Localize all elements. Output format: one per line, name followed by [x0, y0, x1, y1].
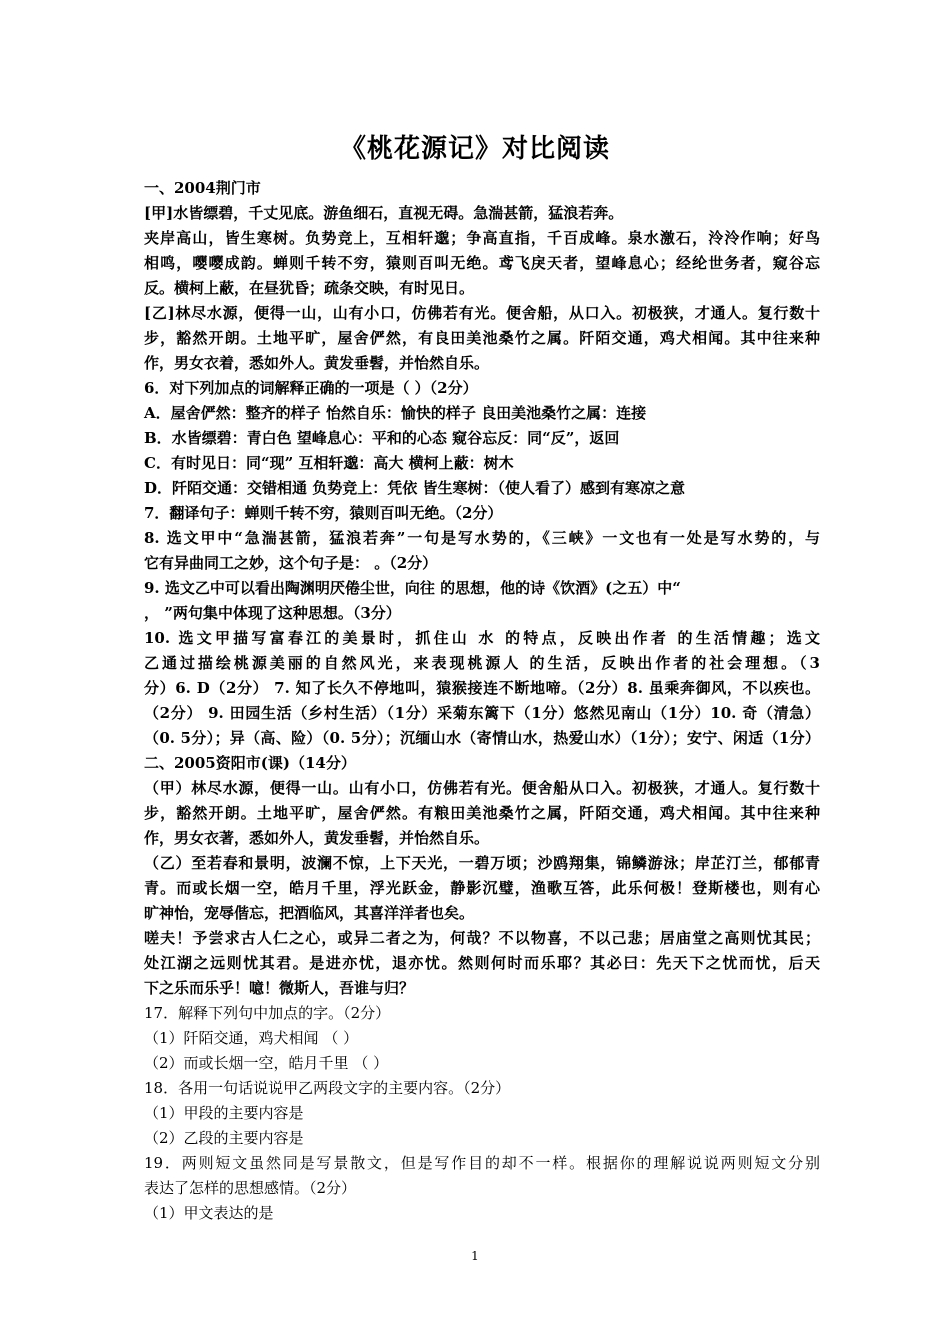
document-body [144, 176, 820, 1226]
text-line: 17．解释下列句中加点的字。（2分） [144, 1004, 391, 1022]
text-line: ， ”两句集中体现了这种思想。（3分） [144, 604, 401, 622]
text-line: 夹岸高山，皆生寒树。负势竞上，互相轩邈；争高直指，千百成峰。泉水激石，泠泠作响；好鸟 [144, 229, 820, 247]
page-title: 《桃花源记》对比阅读 [339, 134, 610, 164]
text-line: （甲）林尽水源，便得一山。山有小口，仿佛若有光。便舍船从口入。初极狭，才通人。复行数十 [144, 779, 820, 797]
text-line: （乙）至若春和景明，波澜不惊，上下天光，一碧万顷；沙鸥翔集，锦鳞游泳；岸芷汀兰，郁郁青 [144, 854, 820, 872]
text-line: 作，男女衣着，悉如外人。黄发垂髫，并怡然自乐。 [144, 354, 490, 372]
text-line: （2）而或长烟一空，皓月千里 （ ） [144, 1054, 389, 1072]
text-line: 7．翻译句子：蝉则千转不穷，猿则百叫无绝。（2分） [144, 504, 503, 522]
text-line: 一、2004荆门市 [144, 179, 261, 197]
text-line: 18．各用一句话说说甲乙两段文字的主要内容。（2分） [144, 1079, 511, 1097]
text-line: 嗟夫！予尝求古人仁之心，或异二者之为，何哉？不以物喜，不以己悲；居庙堂之高则忧其民； [144, 929, 820, 947]
text-line: [乙]林尽水源，便得一山，山有小口，仿佛若有光。便舍船，从口入。初极狭，才通人。复行数十 [144, 304, 820, 322]
text-line: （1）甲段的主要内容是 [144, 1104, 304, 1122]
text-line: （0. 5分）；异（高、险）（0. 5分）；沉缅山水（寄情山水，热爱山水）（1分）；安宁、闲适（1分） [144, 729, 820, 747]
text-line: D．阡陌交通：交错相通 负势竞上：凭依 皆生寒树：（使人看了）感到有寒凉之意 [144, 479, 685, 497]
text-line: 6．对下列加点的词解释正确的一项是（ ）（2分） [144, 379, 478, 397]
text-line: （2）乙段的主要内容是 [144, 1129, 304, 1147]
text-line: 9. 选文乙中可以看出陶渊明厌倦尘世，向往 的思想，他的诗《饮酒》(之五）中“ [144, 579, 681, 597]
text-line: 分）6. D（2分） 7. 知了长久不停地叫，猿猴接连不断地啼。（2分）8. 虽乘奔御风，不以疾也。 [144, 679, 820, 697]
text-line: A．屋舍俨然：整齐的样子 怡然自乐：愉快的样子 良田美池桑竹之属：连接 [144, 404, 647, 422]
text-line: 旷神怡，宠辱偕忘，把酒临风，其喜洋洋者也矣。 [144, 904, 475, 922]
text-line: 反。横柯上蔽，在昼犹昏；疏条交映，有时见日。 [144, 279, 475, 297]
text-line: 表达了怎样的思想感情。（2分） [144, 1179, 357, 1197]
text-line: （1）阡陌交通，鸡犬相闻 （ ） [144, 1029, 359, 1047]
text-line: 作，男女衣著，悉如外人，黄发垂髫，并怡然自乐。 [144, 829, 490, 847]
text-line: 处江湖之远则忧其君。是进亦忧，退亦忧。然则何时而乐耶？其必曰：先天下之忧而忧，后天 [144, 954, 820, 972]
text-line: 8. 选文甲中“急湍甚箭，猛浪若奔”一句是写水势的，《三峡》一文也有一处是写水势的，与 [144, 529, 820, 547]
text-line: [甲]水皆缥碧，千丈见底。游鱼细石，直视无碍。急湍甚箭，猛浪若奔。 [144, 204, 624, 222]
text-line: 它有异曲同工之妙，这个句子是： 。（2分） [144, 554, 438, 572]
text-line: 19．两则短文虽然同是写景散文，但是写作目的却不一样。根据你的理解说说两则短文分别 [144, 1154, 820, 1172]
page-number: 1 [471, 1249, 479, 1263]
text-line: 10. 选文甲描写富春江的美景时，抓住山 水 的特点，反映出作者 的生活情趣；选文 [144, 629, 820, 647]
text-line: 二、2005资阳市(课)（14分） [144, 754, 356, 772]
text-line: C．有时见日：同“现” 互相轩邈：高大 横柯上蔽：树木 [144, 454, 514, 472]
text-line: 步，豁然开朗。土地平旷，屋舍俨然。有粮田美池桑竹之属，阡陌交通，鸡犬相闻。其中往来种 [144, 804, 820, 822]
text-line: 下之乐而乐乎！噫！微斯人，吾谁与归？ [144, 979, 415, 997]
text-line: （1）甲文表达的是 [144, 1204, 274, 1222]
text-line: 青。而或长烟一空，皓月千里，浮光跃金，静影沉璧，渔歌互答，此乐何极！登斯楼也，则有心 [144, 879, 820, 897]
text-line: （2分） 9. 田园生活（乡村生活）（1分）采菊东篱下（1分）悠然见南山（1分）10. 奇（清急） [144, 704, 820, 722]
text-line: 步，豁然开朗。土地平旷，屋舍俨然，有良田美池桑竹之属。阡陌交通，鸡犬相闻。其中往来种 [144, 329, 820, 347]
text-line: 相鸣，嘤嘤成韵。蝉则千转不穷，猿则百叫无绝。鸢飞戾天者，望峰息心；经纶世务者，窥谷忘 [144, 254, 820, 272]
text-line: 乙通过描绘桃源美丽的自然风光，来表现桃源人 的生活，反映出作者的社会理想。（3 [144, 654, 820, 672]
text-line: B．水皆缥碧：青白色 望峰息心：平和的心态 窥谷忘反：同“反”，返回 [144, 429, 620, 447]
